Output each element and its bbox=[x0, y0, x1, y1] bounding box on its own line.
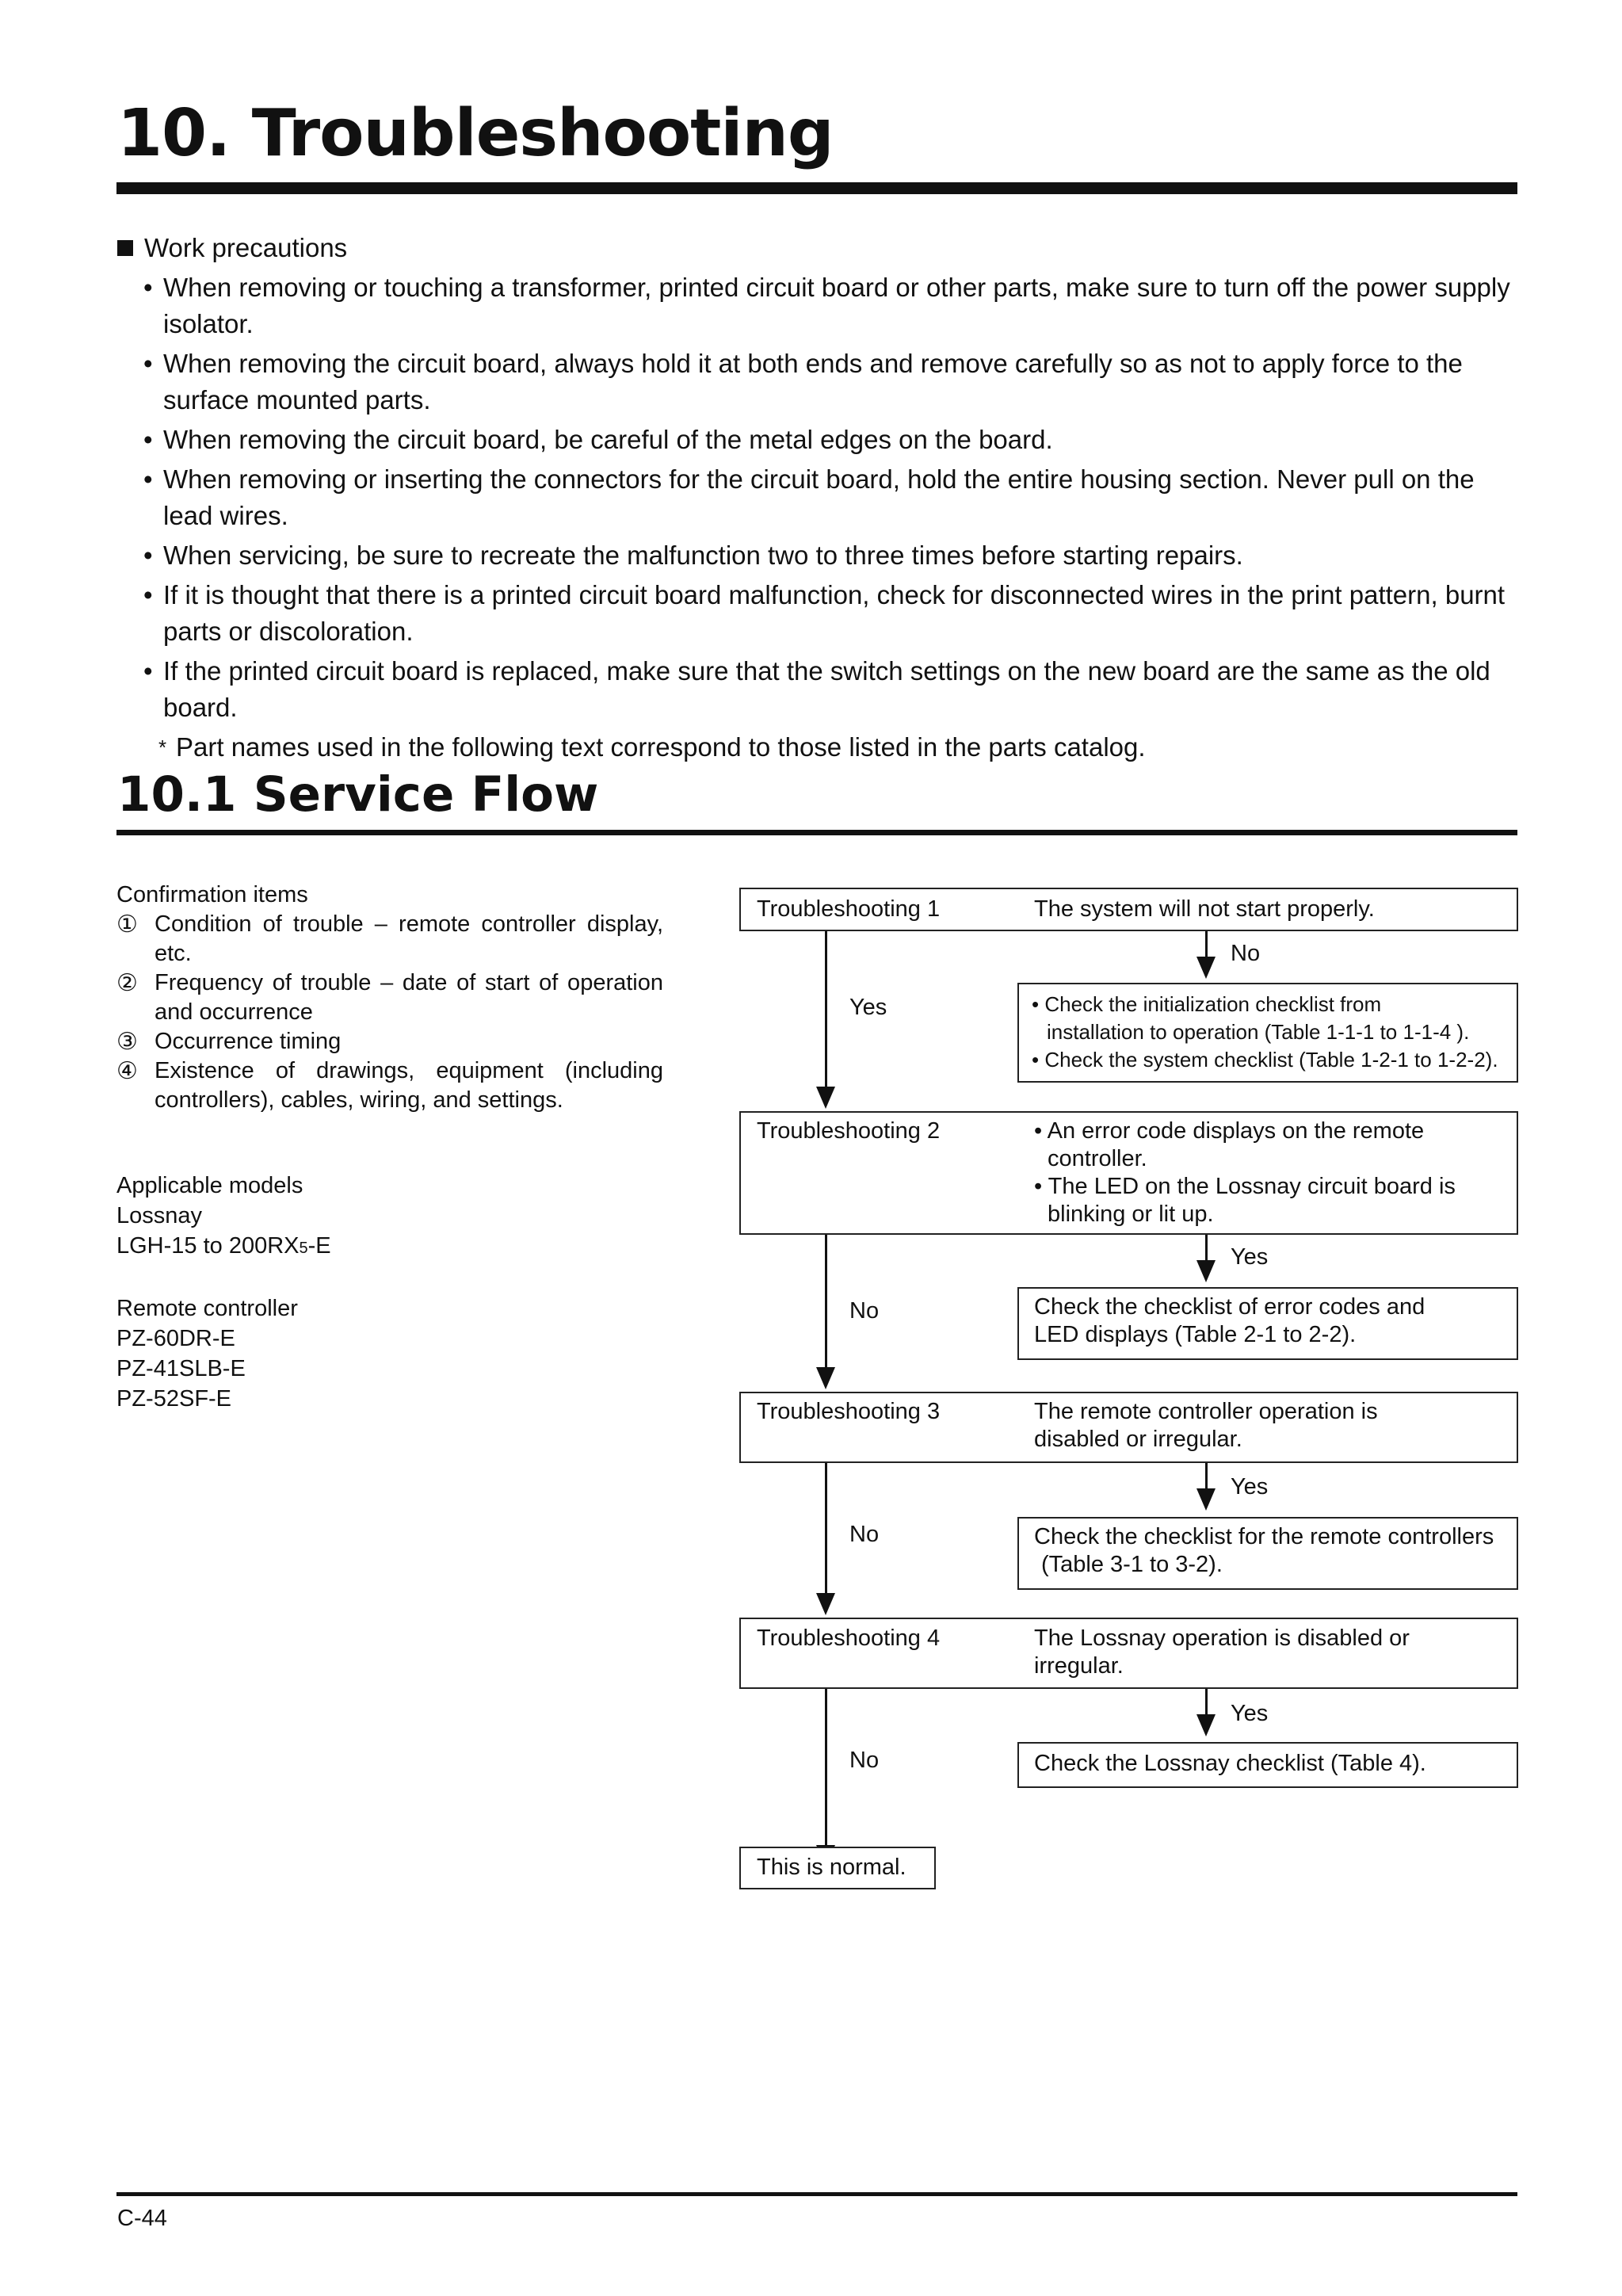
precaution-item: • If it is thought that there is a printed circuit board malfunction, check for disconnected wires in the print pattern, burnt parts or discoloration. bbox=[143, 580, 1506, 646]
ts1-desc: The system will not start properly. bbox=[1034, 896, 1375, 922]
ts4-desc-line: The Lossnay operation is disabled or bbox=[1034, 1626, 1410, 1651]
title-rule bbox=[116, 182, 1517, 194]
no-label: No bbox=[849, 1522, 880, 1547]
remote-model: PZ-52SF-E bbox=[116, 1386, 232, 1412]
no-label: No bbox=[1231, 941, 1261, 966]
arrow-down-icon bbox=[1196, 957, 1216, 979]
precaution-note: * Part names used in the following text correspond to those listed in the parts catalog. bbox=[158, 732, 1146, 762]
remote-model: PZ-41SLB-E bbox=[116, 1356, 246, 1381]
ts2-check-line: LED displays (Table 2-1 to 2-2). bbox=[1034, 1322, 1357, 1347]
precaution-item: • When servicing, be sure to recreate the malfunction two to three times before starting repairs. bbox=[143, 541, 1243, 570]
ts1-label: Troubleshooting 1 bbox=[757, 896, 941, 922]
ts3-check-line: (Table 3-1 to 3-2). bbox=[1041, 1552, 1223, 1577]
models-heading: Applicable models bbox=[116, 1173, 303, 1198]
section-title: 10.1 Service Flow bbox=[117, 766, 599, 823]
connector-line bbox=[825, 1463, 827, 1595]
ts4-desc-line: irregular. bbox=[1034, 1653, 1124, 1679]
precaution-item: • When removing or touching a transformer, printed circuit board or other parts, make sure to turn off the power supply isolator. bbox=[143, 273, 1510, 338]
arrow-down-icon bbox=[1196, 1488, 1216, 1511]
arrow-down-icon bbox=[816, 1087, 835, 1109]
no-label: No bbox=[849, 1298, 880, 1324]
ts3-desc-line: The remote controller operation is bbox=[1034, 1399, 1378, 1424]
ts2-check-line: Check the checklist of error codes and bbox=[1034, 1294, 1425, 1320]
precaution-item: • When removing or inserting the connectors for the circuit board, hold the entire housing section. Never pull on the lead wires. bbox=[143, 464, 1475, 530]
confirmation-item: ④ Existence of drawings, equipment (including controllers), cables, wiring, and settings. bbox=[116, 1057, 663, 1113]
precaution-item: • If the printed circuit board is replaced, make sure that the switch settings on the new board are the same as the old board. bbox=[143, 656, 1490, 722]
ts4-check-text: Check the Lossnay checklist (Table 4). bbox=[1034, 1751, 1426, 1776]
confirmation-item: ① Condition of trouble – remote controller display, etc. bbox=[116, 911, 663, 966]
page-number: C-44 bbox=[117, 2206, 167, 2231]
ts2-desc-line: blinking or lit up. bbox=[1048, 1201, 1214, 1227]
left-info-column bbox=[116, 880, 663, 1414]
ts3-check-line: Check the checklist for the remote controllers bbox=[1034, 1524, 1494, 1549]
ts1-check-line: • Check the system checklist (Table 1-2-1 to 1-2-2). bbox=[1032, 1048, 1498, 1072]
ts1-check-line: • Check the initialization checklist from bbox=[1032, 992, 1382, 1016]
arrow-down-icon bbox=[1196, 1714, 1216, 1736]
ts2-desc-line: • The LED on the Lossnay circuit board is bbox=[1034, 1174, 1456, 1199]
page-title: 10. Troubleshooting bbox=[117, 96, 834, 171]
connector-line bbox=[1205, 1689, 1208, 1717]
no-label: No bbox=[849, 1748, 880, 1773]
arrow-down-icon bbox=[816, 1593, 835, 1615]
precautions-heading: Work precautions bbox=[144, 233, 348, 262]
connector-line bbox=[825, 1235, 827, 1370]
connector-line bbox=[1205, 1235, 1208, 1263]
confirmation-item: ② Frequency of trouble – date of start of operation and occurrence bbox=[116, 969, 663, 1025]
ts2-desc-line: controller. bbox=[1048, 1146, 1147, 1171]
yes-label: Yes bbox=[1231, 1244, 1269, 1270]
footer-rule bbox=[116, 2192, 1517, 2196]
remote-model: PZ-60DR-E bbox=[116, 1326, 235, 1351]
yes-label: Yes bbox=[1231, 1701, 1269, 1726]
ts2-label: Troubleshooting 2 bbox=[757, 1118, 941, 1144]
ts3-desc-line: disabled or irregular. bbox=[1034, 1427, 1242, 1452]
section-rule bbox=[116, 830, 1517, 835]
arrow-down-icon bbox=[816, 1367, 835, 1389]
remote-heading: Remote controller bbox=[116, 1296, 298, 1321]
precaution-item: • When removing the circuit board, be careful of the metal edges on the board. bbox=[143, 425, 1053, 454]
connector-line bbox=[825, 931, 827, 1090]
precautions-heading-row bbox=[117, 230, 1518, 266]
ts2-desc-line: • An error code displays on the remote bbox=[1034, 1118, 1425, 1144]
precaution-item: • When removing the circuit board, always hold it at both ends and remove carefully so as not to apply force to the surface mounted parts. bbox=[143, 349, 1463, 415]
ts3-label: Troubleshooting 3 bbox=[757, 1399, 941, 1424]
yes-label: Yes bbox=[1231, 1474, 1269, 1499]
yes-label: Yes bbox=[849, 995, 887, 1020]
connector-line bbox=[1205, 1463, 1208, 1492]
connector-line bbox=[1205, 931, 1208, 960]
work-precautions bbox=[117, 230, 1518, 766]
connector-line bbox=[825, 1689, 827, 1847]
ts1-check-line: installation to operation (Table 1-1-1 to 1-1-4 ). bbox=[1047, 1020, 1470, 1044]
normal-text: This is normal. bbox=[757, 1855, 906, 1880]
model-range: LGH-15 to 200RX5-E bbox=[116, 1233, 331, 1259]
square-bullet-icon bbox=[117, 240, 133, 256]
confirmation-item: ③ Occurrence timing bbox=[116, 1028, 342, 1056]
arrow-down-icon bbox=[1196, 1260, 1216, 1282]
models-line: Lossnay bbox=[116, 1203, 203, 1228]
confirmation-heading: Confirmation items bbox=[116, 882, 308, 907]
ts4-label: Troubleshooting 4 bbox=[757, 1626, 941, 1651]
